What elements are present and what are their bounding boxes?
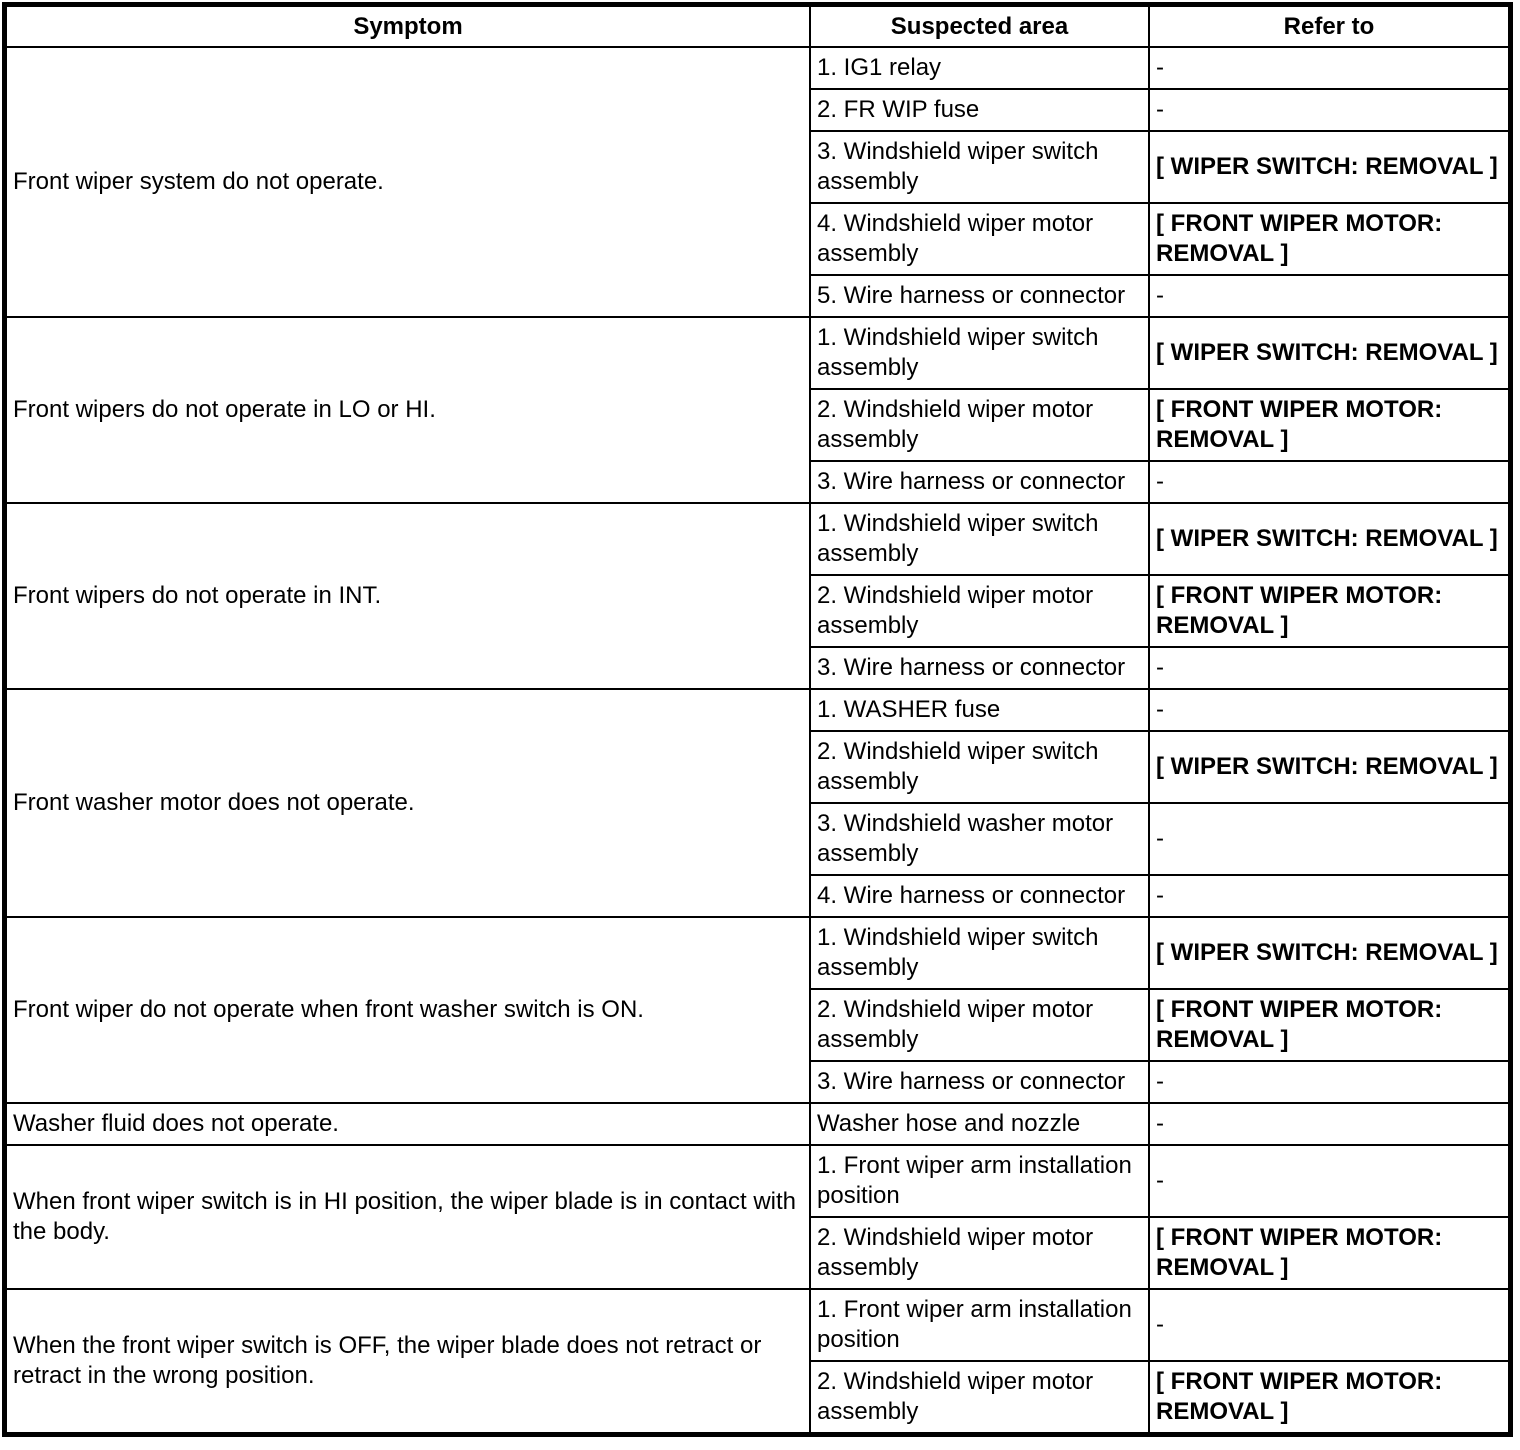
suspected-area-cell: 2. FR WIP fuse: [810, 89, 1149, 131]
refer-to-link-cell: [ WIPER SWITCH: REMOVAL ]: [1149, 731, 1509, 803]
refer-to-link-cell: [ WIPER SWITCH: REMOVAL ]: [1149, 917, 1509, 989]
suspected-area-cell: 2. Windshield wiper motor assembly: [810, 1361, 1149, 1433]
refer-to-cell: -: [1149, 47, 1509, 89]
refer-to-cell: -: [1149, 647, 1509, 689]
table-row: [6, 317, 1509, 389]
table-body: [6, 47, 1509, 1433]
suspected-area-cell: 2. Windshield wiper motor assembly: [810, 575, 1149, 647]
refer-to-link-cell: [ FRONT WIPER MOTOR: REMOVAL ]: [1149, 989, 1509, 1061]
suspected-area-cell: 2. Windshield wiper motor assembly: [810, 989, 1149, 1061]
symptom-cell: Front wipers do not operate in LO or HI.: [6, 317, 810, 503]
refer-to-link-cell: [ WIPER SWITCH: REMOVAL ]: [1149, 503, 1509, 575]
table-row: [6, 1103, 1509, 1145]
table-row: [6, 917, 1509, 989]
symptom-cell: Front washer motor does not operate.: [6, 689, 810, 917]
suspected-area-cell: 3. Wire harness or connector: [810, 461, 1149, 503]
column-header-symptom: Symptom: [6, 6, 810, 47]
suspected-area-cell: 3. Wire harness or connector: [810, 647, 1149, 689]
suspected-area-cell: 2. Windshield wiper switch assembly: [810, 731, 1149, 803]
refer-to-link-cell: [ WIPER SWITCH: REMOVAL ]: [1149, 131, 1509, 203]
refer-to-cell: -: [1149, 803, 1509, 875]
table-row: [6, 1289, 1509, 1361]
suspected-area-cell: 2. Windshield wiper motor assembly: [810, 389, 1149, 461]
refer-to-cell: -: [1149, 275, 1509, 317]
table-row: [6, 689, 1509, 731]
column-header-suspected-area: Suspected area: [810, 6, 1149, 47]
suspected-area-cell: 3. Wire harness or connector: [810, 1061, 1149, 1103]
refer-to-cell: -: [1149, 461, 1509, 503]
refer-to-cell: -: [1149, 89, 1509, 131]
table-header-row: [6, 6, 1509, 47]
symptom-cell: Front wiper do not operate when front washer switch is ON.: [6, 917, 810, 1103]
suspected-area-cell: 5. Wire harness or connector: [810, 275, 1149, 317]
symptom-cell: Washer fluid does not operate.: [6, 1103, 810, 1145]
suspected-area-cell: 3. Windshield wiper switch assembly: [810, 131, 1149, 203]
suspected-area-cell: 4. Windshield wiper motor assembly: [810, 203, 1149, 275]
refer-to-link-cell: [ FRONT WIPER MOTOR: REMOVAL ]: [1149, 575, 1509, 647]
symptom-cell: Front wiper system do not operate.: [6, 47, 810, 317]
symptom-cell: When the front wiper switch is OFF, the wiper blade does not retract or retract in the wrong position.: [6, 1289, 810, 1433]
refer-to-cell: -: [1149, 1289, 1509, 1361]
refer-to-link-cell: [ FRONT WIPER MOTOR: REMOVAL ]: [1149, 1217, 1509, 1289]
symptom-table: [5, 5, 1510, 1434]
suspected-area-cell: 1. Windshield wiper switch assembly: [810, 503, 1149, 575]
table-row: [6, 47, 1509, 89]
suspected-area-cell: 2. Windshield wiper motor assembly: [810, 1217, 1149, 1289]
suspected-area-cell: 1. Front wiper arm installation position: [810, 1289, 1149, 1361]
suspected-area-cell: 1. IG1 relay: [810, 47, 1149, 89]
refer-to-cell: -: [1149, 1103, 1509, 1145]
suspected-area-cell: 1. WASHER fuse: [810, 689, 1149, 731]
table-row: [6, 1145, 1509, 1217]
refer-to-cell: -: [1149, 1145, 1509, 1217]
symptom-cell: Front wipers do not operate in INT.: [6, 503, 810, 689]
refer-to-link-cell: [ WIPER SWITCH: REMOVAL ]: [1149, 317, 1509, 389]
suspected-area-cell: 1. Windshield wiper switch assembly: [810, 317, 1149, 389]
refer-to-cell: -: [1149, 1061, 1509, 1103]
refer-to-cell: -: [1149, 689, 1509, 731]
refer-to-link-cell: [ FRONT WIPER MOTOR: REMOVAL ]: [1149, 203, 1509, 275]
refer-to-cell: -: [1149, 875, 1509, 917]
suspected-area-cell: 1. Windshield wiper switch assembly: [810, 917, 1149, 989]
symptom-cell: When front wiper switch is in HI position, the wiper blade is in contact with the body.: [6, 1145, 810, 1289]
refer-to-link-cell: [ FRONT WIPER MOTOR: REMOVAL ]: [1149, 1361, 1509, 1433]
column-header-refer-to: Refer to: [1149, 6, 1509, 47]
suspected-area-cell: Washer hose and nozzle: [810, 1103, 1149, 1145]
refer-to-link-cell: [ FRONT WIPER MOTOR: REMOVAL ]: [1149, 389, 1509, 461]
table-row: [6, 503, 1509, 575]
suspected-area-cell: 1. Front wiper arm installation position: [810, 1145, 1149, 1217]
suspected-area-cell: 4. Wire harness or connector: [810, 875, 1149, 917]
suspected-area-cell: 3. Windshield washer motor assembly: [810, 803, 1149, 875]
